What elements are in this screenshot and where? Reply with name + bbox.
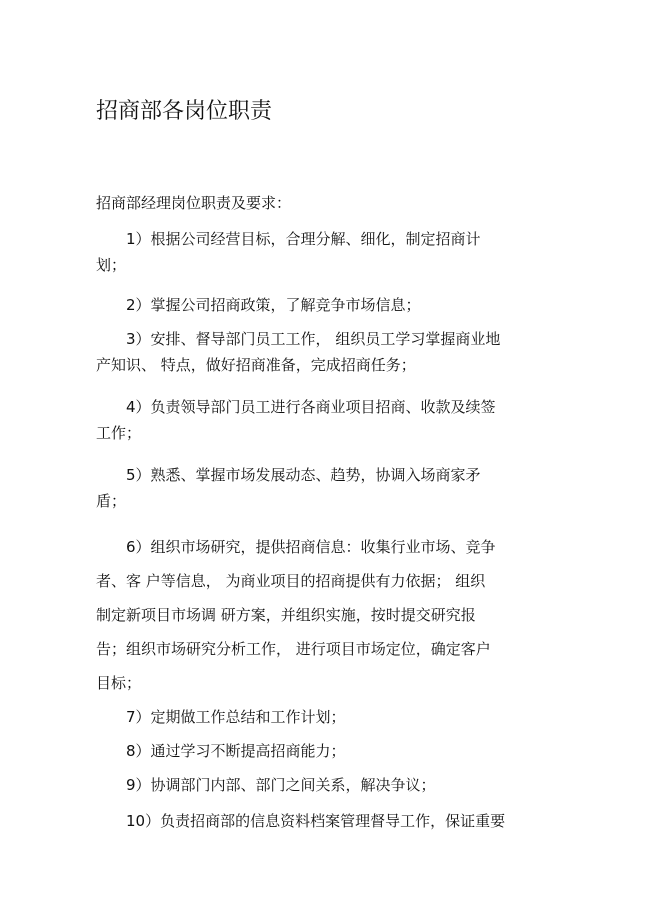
duty-item-6-line-4: 告；组织市场研究分析工作， 进行项目市场定位，确定客户 xyxy=(96,640,491,658)
duty-item-3-line-2: 产知识、 特点，做好招商准备，完成招商任务； xyxy=(96,356,416,374)
duty-item-9-line-1: 9）协调部门内部、部门之间关系，解决争议； xyxy=(126,776,436,794)
duty-item-6-line-1: 6）组织市场研究，提供招商信息：收集行业市场、竞争 xyxy=(126,538,496,556)
section-heading: 招商部经理岗位职责及要求： xyxy=(96,194,292,212)
duty-item-6-line-5: 目标； xyxy=(96,674,142,692)
duty-item-1-line-2: 划； xyxy=(96,256,127,274)
duty-item-2 xyxy=(96,292,566,318)
duty-item-5 xyxy=(96,462,566,514)
duty-item-2-line-1: 2）掌握公司招商政策，了解竞争市场信息； xyxy=(126,296,421,314)
duty-item-1 xyxy=(96,226,566,278)
duty-item-6-line-3: 制定新项目市场调 研方案，并组织实施，按时提交研究报 xyxy=(96,606,476,624)
duty-item-6 xyxy=(96,534,566,696)
duty-item-1-line-1: 1）根据公司经营目标，合理分解、细化，制定招商计 xyxy=(126,230,481,248)
duty-item-7 xyxy=(96,704,566,730)
duty-item-5-line-2: 盾； xyxy=(96,492,127,510)
duty-item-4-line-2: 工作； xyxy=(96,424,142,442)
duty-item-6-line-2: 者、客 户等信息， 为商业项目的招商提供有力依据； 组织 xyxy=(96,572,486,590)
duty-item-4-line-1: 4）负责领导部门员工进行各商业项目招商、收款及续签 xyxy=(126,398,496,416)
page-title: 招商部各岗位职责 xyxy=(96,99,273,124)
duty-item-10-line-1: 10）负责招商部的信息资料档案管理督导工作，保证重要 xyxy=(126,812,506,830)
duty-item-3 xyxy=(96,326,566,378)
duty-item-8 xyxy=(96,738,566,764)
duty-item-3-line-1: 3）安排、督导部门员工工作， 组织员工学习掌握商业地 xyxy=(126,330,501,348)
duty-item-5-line-1: 5）熟悉、掌握市场发展动态、趋势，协调入场商家矛 xyxy=(126,466,481,484)
duty-item-4 xyxy=(96,394,566,446)
duty-item-9 xyxy=(96,772,566,798)
duty-item-8-line-1: 8）通过学习不断提高招商能力； xyxy=(126,742,346,760)
duty-item-7-line-1: 7）定期做工作总结和工作计划； xyxy=(126,708,346,726)
duty-item-10 xyxy=(96,808,566,834)
